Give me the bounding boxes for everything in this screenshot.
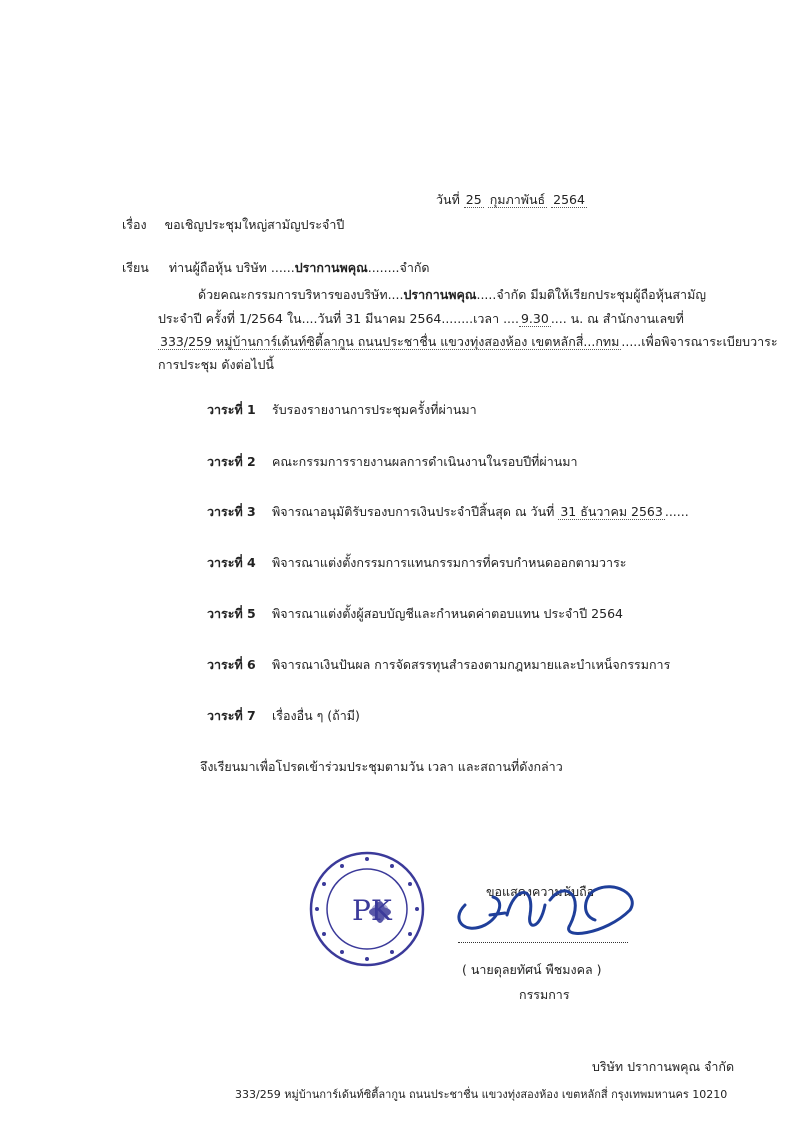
meeting-time: 9.30 — [520, 311, 549, 326]
agenda-text: พิจารณาเงินปันผล การจัดสรรทุนสำรองตามกฎหมายและบำเหน็จกรรมการ — [272, 657, 671, 672]
agenda-number: วาระที่ 5 — [207, 606, 256, 621]
salutation-line — [122, 258, 430, 278]
body-line-2 — [158, 309, 684, 329]
agenda-number: วาระที่ 1 — [207, 402, 256, 417]
footer-address: 333/259 หมู่บ้านการ์เด้นท์ซิตี้ลากูน ถนนประชาชื่น แขวงทุ่งสองห้อง เขตหลักสี่ กรุงเทพมหานคร 10210 — [235, 1088, 728, 1101]
salutation-label: เรียน — [122, 260, 149, 275]
agenda-text-wrap — [272, 502, 689, 522]
body-line-4-text: การประชุม ดังต่อไปนี้ — [158, 357, 274, 372]
agenda-text: พิจารณาแต่งตั้งกรรมการแทนกรรมการที่ครบกำหนดออกตามวาระ — [272, 555, 627, 570]
subject-text: ขอเชิญประชุมใหญ่สามัญประจำปี — [164, 217, 345, 232]
salutation-suffix: ........จำกัด — [367, 260, 430, 275]
company-seal — [308, 850, 426, 968]
subject-label: เรื่อง — [122, 217, 147, 232]
subject-line — [122, 215, 344, 235]
agenda-number: วาระที่ 7 — [207, 708, 256, 723]
body-line-1-text: ด้วยคณะกรรมการบริหารของบริษัท.... — [198, 287, 404, 302]
agenda-date: 31 ธันวาคม 2563 — [560, 504, 663, 519]
date-prefix: วันที่ — [436, 192, 460, 207]
body-line-2-tail: .... น. ณ สำนักงานเลขที่ — [550, 311, 684, 326]
date-line — [436, 190, 587, 210]
meeting-address: 333/259 หมู่บ้านการ์เด้นท์ซิตี้ลากูน ถนนประชาชื่น แขวงทุ่งสองห้อง เขตหลักสี่...กทม — [160, 334, 620, 349]
signatory-name: ( นายดุลยทัศน์ พืชมงคล ) — [462, 962, 602, 977]
salutation-company: ปรากานพคุณ — [294, 260, 368, 275]
handwritten-signature — [445, 875, 640, 945]
agenda-tail: ...... — [664, 504, 689, 519]
body-line-3 — [158, 332, 778, 352]
signature-regards: ขอแสดงความนับถือ — [486, 884, 595, 899]
agenda-number: วาระที่ 3 — [207, 504, 256, 519]
body-line-1 — [198, 285, 706, 305]
agenda-text: เรื่องอื่น ๆ (ถ้ามี) — [272, 708, 360, 723]
agenda-text: พิจารณาแต่งตั้งผู้สอบบัญชีและกำหนดค่าตอบแทน ประจำปี 2564 — [272, 606, 623, 621]
signatory-title: กรรมการ — [519, 987, 570, 1002]
body-line-2-text: ประจำปี ครั้งที่ 1/2564 ใน....วันที่ 31 มีนาคม 2564........เวลา .... — [158, 311, 519, 326]
agenda-number: วาระที่ 2 — [207, 454, 256, 469]
body-line-4 — [158, 355, 274, 375]
footer-company: บริษัท ปรากานพคุณ จำกัด — [592, 1059, 735, 1074]
agenda-text: พิจารณาอนุมัติรับรองบการเงินประจำปีสิ้นสุด ณ วันที่ — [272, 504, 555, 519]
date-year: 2564 — [553, 192, 585, 207]
agenda-text: รับรองรายงานการประชุมครั้งที่ผ่านมา — [272, 402, 477, 417]
body-line-3-tail: .....เพื่อพิจารณาระเบียบวาระ — [621, 334, 778, 349]
salutation-prefix: ท่านผู้ถือหุ้น บริษัท ...... — [168, 260, 295, 275]
date-day: 25 — [465, 192, 482, 207]
agenda-number: วาระที่ 4 — [207, 555, 256, 570]
closing-line: จึงเรียนมาเพื่อโปรดเข้าร่วมประชุมตามวัน เวลา และสถานที่ดังกล่าว — [200, 759, 563, 774]
body-line-1-tail: .....จำกัด มีมติให้เรียกประชุมผู้ถือหุ้นสามัญ — [476, 287, 706, 302]
agenda-text: คณะกรรมการรายงานผลการดำเนินงานในรอบปีที่ผ่านมา — [272, 454, 578, 469]
seal-initials: PK — [352, 894, 392, 927]
date-month: กุมภาพันธ์ — [489, 192, 546, 207]
body-company-name: ปรากานพคุณ — [403, 287, 477, 302]
signature-line — [458, 942, 628, 943]
agenda-number: วาระที่ 6 — [207, 657, 256, 672]
